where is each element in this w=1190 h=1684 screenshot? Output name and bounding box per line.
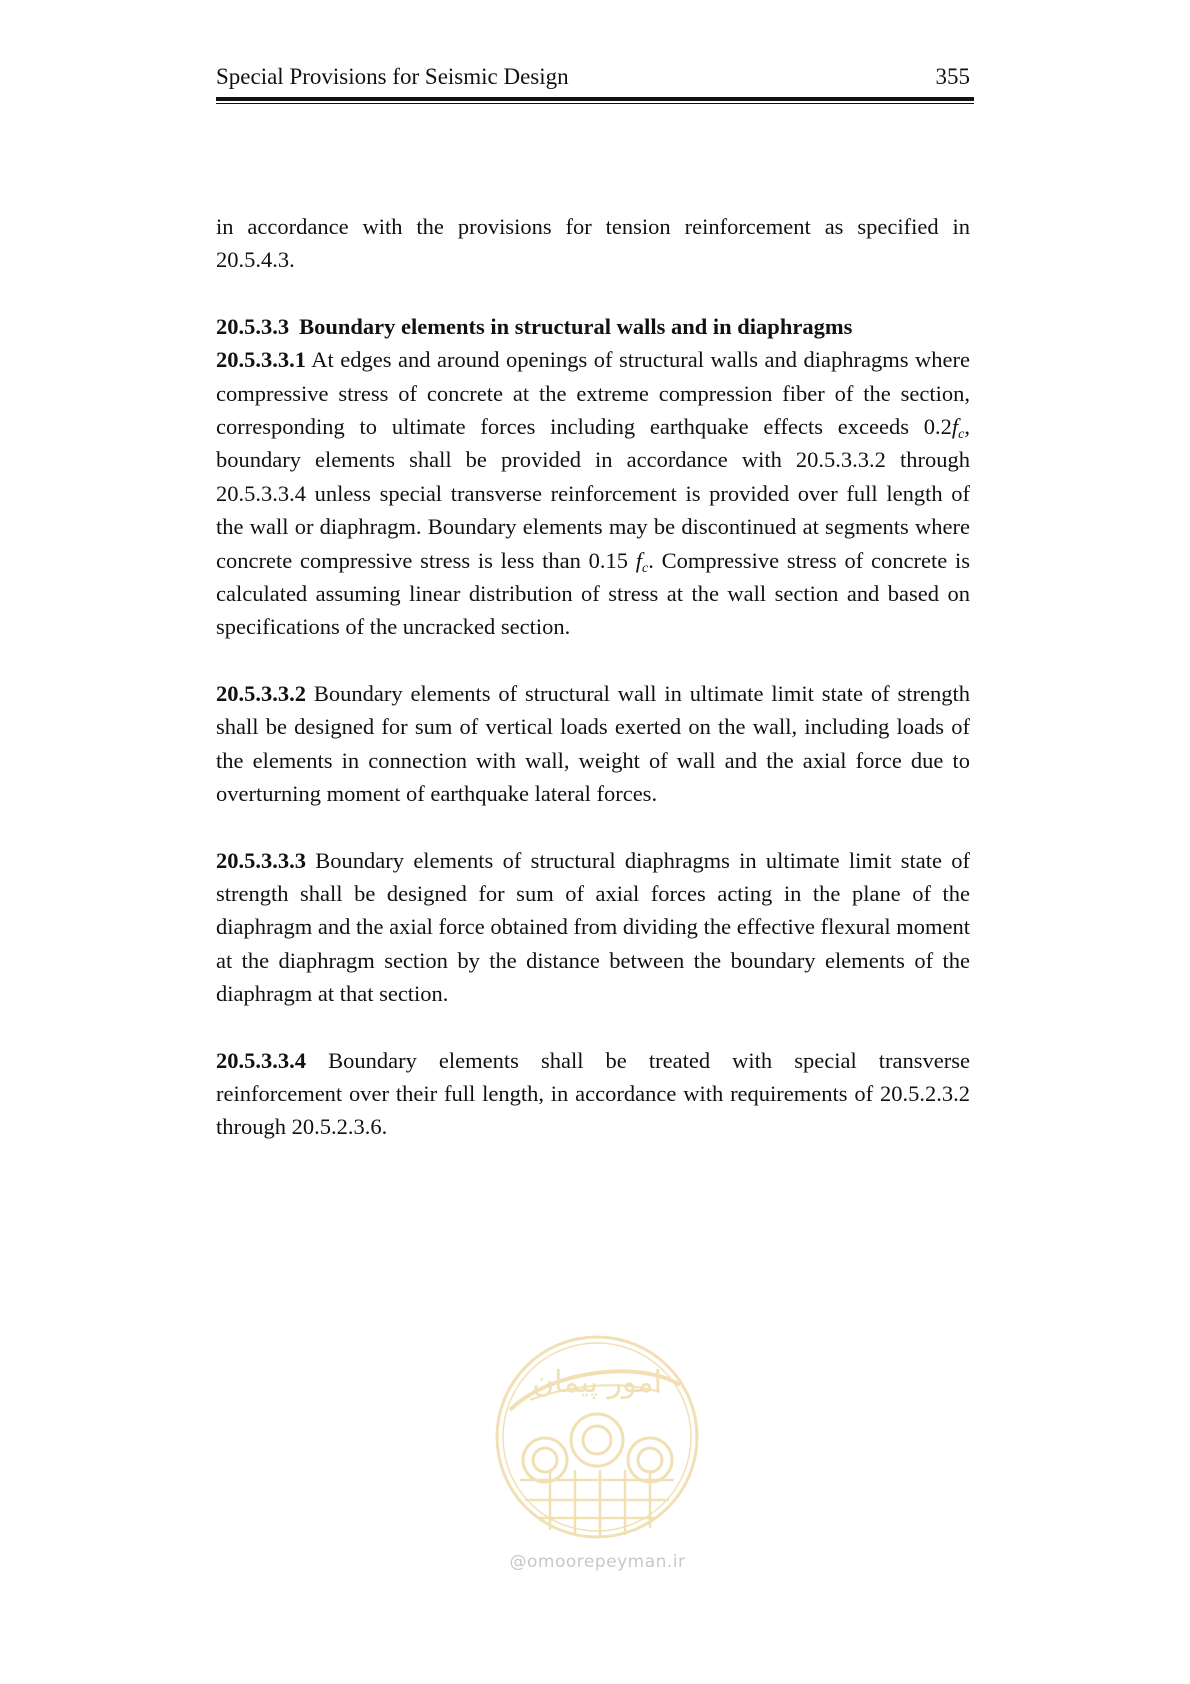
watermark-logo xyxy=(490,1330,705,1600)
clause-number: 20.5.3.3.2 xyxy=(216,680,306,706)
page-header xyxy=(216,62,974,104)
paragraph-20-5-3-3-4: 20.5.3.3.4 Boundary elements shall be treated with special transverse reinforcement over their full length, in accordance with requirements of 20.5.2.3.2 through 20.5.2.3.6. xyxy=(216,1047,970,1140)
page-number: 355 xyxy=(935,64,970,89)
section-heading-number: 20.5.3.3 xyxy=(216,313,290,339)
clause-number: 20.5.3.3.3 xyxy=(216,847,306,873)
header-rule-thick xyxy=(216,97,974,101)
clause-number: 20.5.3.3.4 xyxy=(216,1047,306,1073)
intro-paragraph: in accordance with the provisions for tension reinforcement as specified in 20.5.4.3. xyxy=(216,214,970,273)
paragraph-20-5-3-3-3: 20.5.3.3.3 Boundary elements of structural diaphragms in ultimate limit state of strength shall be designed for sum of axial forces acting in the plane of the diaphragm and the axial force obtained from dividing the effective flexural moment at the diaphragm section by the distance between the boundary elements of the diaphragm at that section. xyxy=(216,847,970,1007)
clause-number: 20.5.3.3.1 xyxy=(216,347,306,373)
header-rule-thin xyxy=(216,103,974,104)
section-heading-text: Boundary elements in structural walls and in diaphragms xyxy=(299,313,853,339)
section-heading xyxy=(216,310,970,343)
watermark-logo-text: امور پیمان xyxy=(532,1365,662,1400)
paragraph-20-5-3-3-1: 20.5.3.3.1 At edges and around openings of structural walls and diaphragms where compressive stress of concrete at the extreme compression fiber of the section, corresponding to ultimate forces including earthquake effects exceeds $0.2f_c$, boundary elements shall be provided in accordance with 20.5.3.3.2 through 20.5.3.3.4 unless special transverse reinforcement is provided over full length of the wall or diaphragm. Boundary elements may be discontinued at segments where concrete compressive stress is less than 0.15 $f_c$. Compressive stress of concrete is calculated assuming linear distribution of stress at the wall section and based on specifications of the uncracked section. xyxy=(216,347,970,640)
paragraph-20-5-3-3-2: 20.5.3.3.2 Boundary elements of structural wall in ultimate limit state of strength shall be designed for sum of vertical loads exerted on the wall, including loads of the elements in connection with wall, weight of wall and the axial force due to overturning moment of earthquake lateral forces. xyxy=(216,680,970,807)
watermark-caption: @omoorepeyman.ir xyxy=(509,1552,686,1572)
watermark-seal-icon xyxy=(490,1330,705,1545)
body-text xyxy=(216,210,970,1144)
running-title: Special Provisions for Seismic Design xyxy=(216,64,569,89)
